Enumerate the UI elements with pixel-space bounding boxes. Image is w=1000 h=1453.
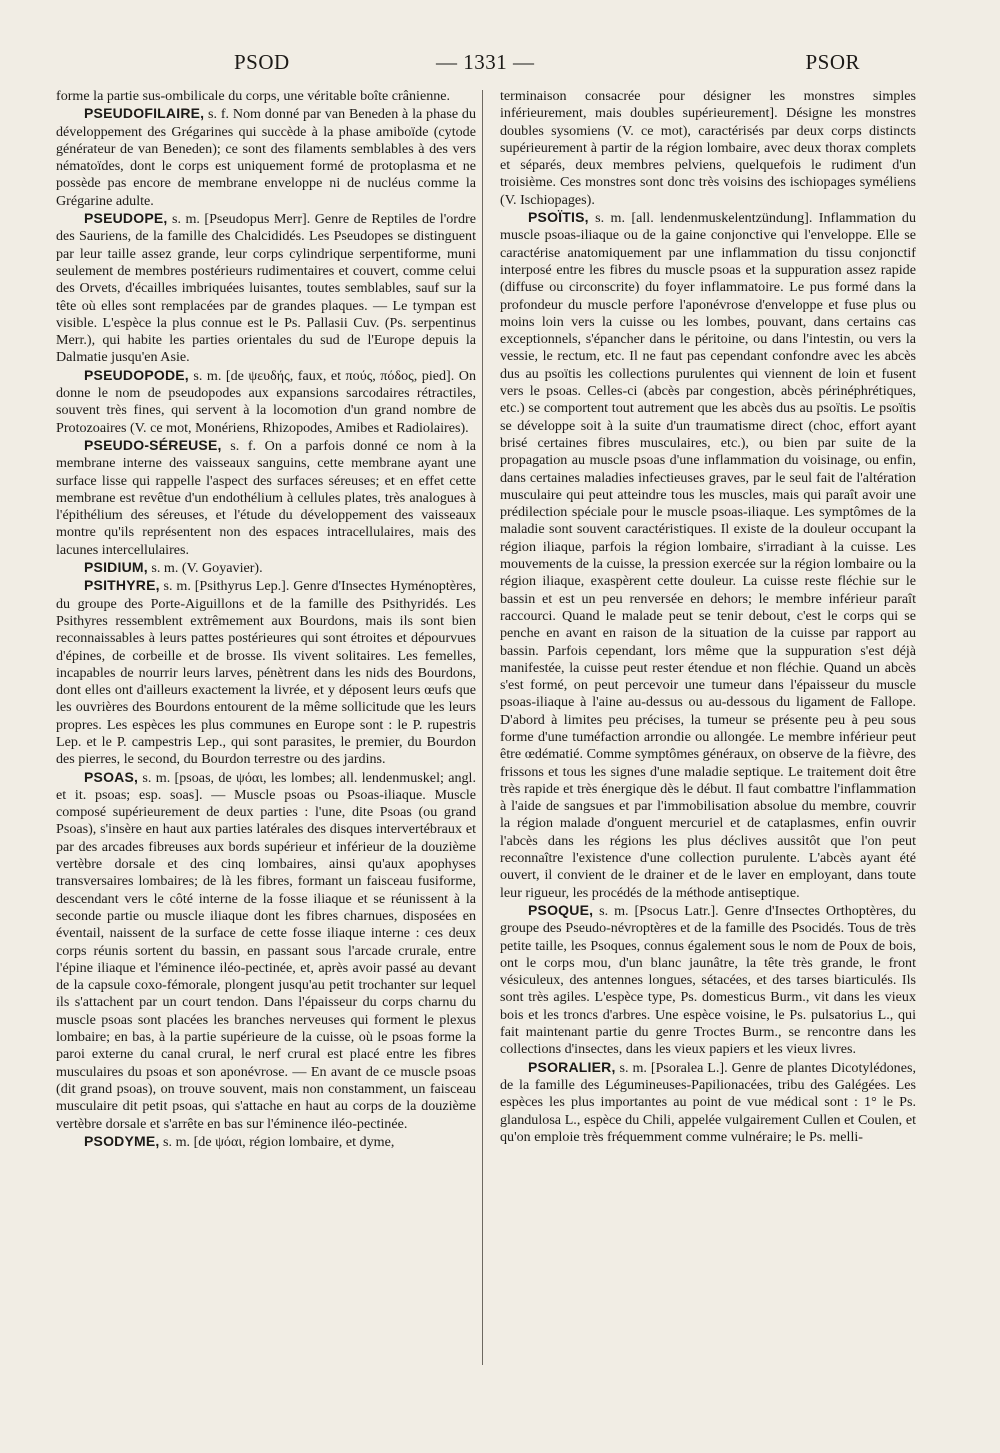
entry-body: forme la partie sus-ombilicale du corps, une véritable boîte crânienne.	[56, 88, 451, 104]
entry-headword: PSODYME,	[84, 1132, 160, 1149]
entry-body: s. m. [Psithyrus Lep.]. Genre d'Insectes Hyménoptères, du groupe des Porte-Aiguillons et de la famille des Psithyridés. Les Psithyres ressemblent extrêmement aux Bourdons, mais ils sont bien reconnaissables à leurs pattes postérieures qui sont étroites et dépourvues d'épines, de corbeille et de brosse. Ils vivent solitaires. Les femelles, incapables de nourrir leurs larves, pénètrent dans les nids des Bourdons, dont elles ont d'ailleurs exactement la livrée, et y déposent leurs œufs que les ouvrières des Bourdons entourent de la même sollicitude que les leurs propres. Les espèces les plus communes en Europe sont : le P. rupestris Lep. et le P. campestris Lep., qui sont parasites, le premier, du Bourdon des pierres, le second, du Bourdon terrestre ou des jardins.	[56, 578, 476, 768]
running-header	[56, 50, 930, 80]
entry-body: s. f. Nom donné par van Beneden à la phase du développement des Grégarines qui succède à la phase amiboïde (cytode générateur de van Beneden); ce sont des filaments semblables à des vers nématoïdes, dont le corps est uniquement formé de protoplasma et ne possède pas encore de membrane enveloppe ni de nucléus comme la Grégarine adulte.	[56, 106, 476, 209]
left-column	[56, 88, 476, 1151]
entry-headword: PSOÏTIS,	[528, 209, 589, 226]
entry-headword: PSOAS,	[84, 768, 139, 785]
entry-body: s. m. [de ψόαι, région lombaire, et dyme,	[159, 1133, 395, 1150]
entry-body: s. m. [Pseudopus Merr]. Genre de Reptiles de l'ordre des Sauriens, de la famille des Chalcididés. Les Pseudopes se distinguent par leur taille assez grande, leur corps cylindrique serpentiforme, muni seulement de membres postérieurs rudimentaires et couvert, comme celui des Orvets, d'écailles imbriquées luisantes, toutes semblables, sauf sur la tête où elles sont remplacées par de grandes plaques. — Le tympan est visible. L'espèce la plus connue est le Ps. Pallasii Cuv. (Ps. serpentinus Merr.), qui habite les parties orientales du sud de l'Europe depuis la Dalmatie jusqu'en Asie.	[56, 211, 476, 366]
entry-body: s. m. [psoas, de ψόαι, les lombes; all. lendenmuskel; angl. et it. psoas; esp. soas]. — Muscle psoas ou Psoas-iliaque. Muscle composé supérieurement de deux parties : l'une, dite Psoas (ou grand Psoas), s'insère en haut aux parties latérales des disques intervertébraux et par des arcades fibreuses aux bords supérieur et inférieur de la douzième vertèbre dorsale et des cinq lombaires, ainsi qu'aux apophyses transversaires lombaires; de là les fibres, formant un faisceau fusiforme, descendant vers le côté interne de la fosse iliaque et se réunissent à la seconde partie ou muscle iliaque dont les fibres charnues, disposées en éventail, naissent de la surface de cette fosse iliaque interne : ces deux corps réunis sortent du bassin, en passant sous l'arcade crurale, entre l'épine iliaque et l'éminence iléo-pectinée, et, après avoir passé au devant de la capsule coxo-fémorale, plongent jusqu'au petit trochanter sur lequel ils s'attachent par un court tendon. Dans l'épaisseur du corps charnu du muscle psoas sont placées les branches nerveuses qui forment le plexus lombaire; en bas, à la partie supérieure de la cuisse, où le psoas forme la paroi externe du canal crural, le nerf crural est placé entre les fibres musculaires du psoas et son aponévrose. — En avant de ce muscle psoas (dit grand psoas), on trouve souvent, mais non constamment, un faisceau musculaire dit petit psoas, qui s'attache en haut au corps de la douzième vertèbre dorsale et s'arrête en bas sur l'éminence iléo-pectinée.	[56, 769, 476, 1132]
dictionary-entry	[56, 437, 476, 559]
entry-body: s. m. [all. lendenmuskelentzündung]. Inflammation du muscle psoas-iliaque ou de la gaine conjonctive qui l'enveloppe. Elle se caractérise anatomiquement par une inflammation du tissu conjonctif interposé entre les fibres du muscle psoas et la suppuration assez rapide (diffuse ou circonscrite) du foyer inflammatoire. Le pus formé dans la profondeur du muscle perfore l'aponévrose d'enveloppe et fuse plus ou moins loin vers la cuisse ou les lombes, pouvant, dans certains cas exceptionnels, s'épancher dans le péritoine, ou dans l'intestin, ou vers la vessie, le rectum, etc. Il ne faut pas cependant confondre avec les abcès dus au psoïtis les collections purulentes qui viennent de loin et fusent vers le psoas. Celles-ci (abcès par congestion, abcès périnéphrétiques, etc.) se comportent tout autrement que les abcès dus au psoïtis. Le psoïtis se développe soit à la suite d'un traumatisme direct (choc, effort ayant brisé certaines fibres musculaires, etc.), ou bien par suite de la propagation au muscle psoas d'une inflammation du voisinage, ou enfin, dans certaines maladies infectieuses graves, par le seul fait de l'altération musculaire qui peut atteindre tous les muscles, mais qui paraît avoir une prédilection spéciale pour le muscle psoas-iliaque. Les symptômes de la maladie sont souvent caractéristiques. Il existe de la douleur occupant la région iliaque, parfois la région lombaire, s'irradiant à la cuisse. Les mouvements de la cuisse, la pression exercée sur la région lombaire ou la région iliaque, exaspèrent cette douleur. La cuisse reste fléchie sur le bassin et est un peu renversée en dehors; le membre inférieur paraît raccourci. Quand le malade peut se tenir debout, c'est le corps qui se penche en avant en raison de la situation de la cuisse par rapport au bassin. Parfois cependant, lors même que la suppuration s'est déjà manifestée, la cuisse peut rester étendue et non fléchie. Quand un abcès s'est formé, on peut percevoir une tumeur dans l'épaisseur du muscle psoas-iliaque à l'aine au-dessus ou au-dessous du ligament de Fallope. D'abord à limites peu précises, la tumeur se présente peu à peu sous forme d'une tuméfaction arrondie ou allongée. Le membre inférieur peut être œdématié. Comme symptômes généraux, on observe de la fièvre, des frissons et tous les signes d'une maladie septique. Le traitement doit être très rapide et très énergique dès le début. Il faut combattre l'inflammation à l'aide de sangsues et par l'immobilisation absolue du membre, couvrir la région malade d'onguent mercuriel et de cataplasmes, enfin ouvrir l'abcès dans les régions les plus déclives aussitôt que l'on peut reconnaître l'existence d'une collection purulente. L'abcès ayant été ouvert, il convient de le drainer et de le laver en employant, dans toute leur rigueur, les procédés de la méthode antiseptique.	[500, 210, 916, 901]
entry-headword: PSORALIER,	[528, 1058, 616, 1075]
header-left-guide-word: PSOD	[234, 50, 290, 74]
dictionary-entry	[56, 1133, 476, 1151]
entry-headword: PSEUDOPODE,	[84, 366, 189, 383]
continued-text	[500, 88, 916, 209]
entry-headword: PSOQUE,	[528, 901, 594, 918]
continued-text	[56, 88, 476, 105]
entry-body: s. m. [Psoralea L.]. Genre de plantes Dicotylédones, de la famille des Légumineuses-Papilionacées, tribu des Galégées. Les espèces les plus importantes au point de vue médical sont : 1° le Ps. glandulosa L., espèce du Chili, appelée vulgairement Cullen et Coulen, et qu'on emploie très fréquemment comme vulnéraire; le Ps. melli-	[500, 1059, 916, 1145]
right-column	[500, 88, 916, 1146]
entry-body: s. m. [Psocus Latr.]. Genre d'Insectes Orthoptères, du groupe des Pseudo-névroptères et de la famille des Psocidés. Tous de très petite taille, les Psoques, connus également sous le nom de Poux de bois, ont le corps mou, d'un blanc jaunâtre, la tête très grande, le front vésiculeux, des antennes longues, sétacées, et des tarses biarticulés. Ils sont très agiles. L'espèce type, Ps. domesticus Burm., vit dans les vieux bois et les troncs d'arbres. Une espèce voisine, le Ps. pulsatorius L., qui fait maintenant partie du genre Troctes Burm., se rencontre dans les collections d'insectes, dans les vieux papiers et les vieux livres.	[500, 902, 916, 1058]
dictionary-entry	[56, 210, 476, 367]
dictionary-entry	[500, 209, 916, 902]
dictionary-entry	[56, 577, 476, 768]
entry-headword: PSEUDOPE,	[84, 210, 168, 227]
dictionary-entry	[500, 902, 916, 1059]
entry-body: s. m. [de ψευδής, faux, et πούς, πόδος, pied]. On donne le nom de pseudopodes aux expansions sarcodaires rétractiles, souvent très fines, qui servent à la locomotion d'un grand nombre de Protozoaires (V. ce mot, Monériens, Rhizopodes, Amibes et Radiolaires).	[56, 367, 476, 436]
page-number: — 1331 —	[436, 50, 535, 74]
dictionary-entry	[56, 367, 476, 437]
header-right-guide-word: PSOR	[805, 50, 860, 74]
entry-headword: PSITHYRE,	[84, 577, 160, 594]
entry-body: s. m. (V. Goyavier).	[147, 560, 263, 577]
entry-headword: PSEUDO-SÉREUSE,	[84, 436, 222, 453]
dictionary-entry	[56, 769, 476, 1133]
entry-headword: PSIDIUM,	[84, 559, 148, 576]
dictionary-entry	[500, 1059, 916, 1146]
entry-body: terminaison consacrée pour désigner les monstres simples inférieurement, mais doubles supérieurement]. Désigne les monstres doubles sysomiens (V. ce mot), caractérisés par deux corps distincts supérieurement à partir de la région lombaire, avec deux thorax complets et séparés, deux membres pelviens, quelquefois le rudiment d'un troisième. Ces monstres sont donc très voisins des ischiopages syméliens (V. Ischiopages).	[500, 88, 916, 208]
dictionary-entry	[56, 559, 476, 577]
column-divider	[482, 90, 483, 1365]
entry-headword: PSEUDOFILAIRE,	[84, 105, 205, 122]
dictionary-entry	[56, 105, 476, 210]
entry-body: s. f. On a parfois donné ce nom à la membrane interne des vaisseaux sanguins, cette membrane ayant une surface lisse qui rappelle l'aspect des surfaces séreuses; et en effet cette membrane est revêtue d'un endothélium à cellules plates, très analogues à l'épithélium des séreuses, et l'étude du développement des vaisseaux montre qu'ils représentent non des espaces intracellulaires, mais des lacunes intercellulaires.	[56, 437, 476, 558]
